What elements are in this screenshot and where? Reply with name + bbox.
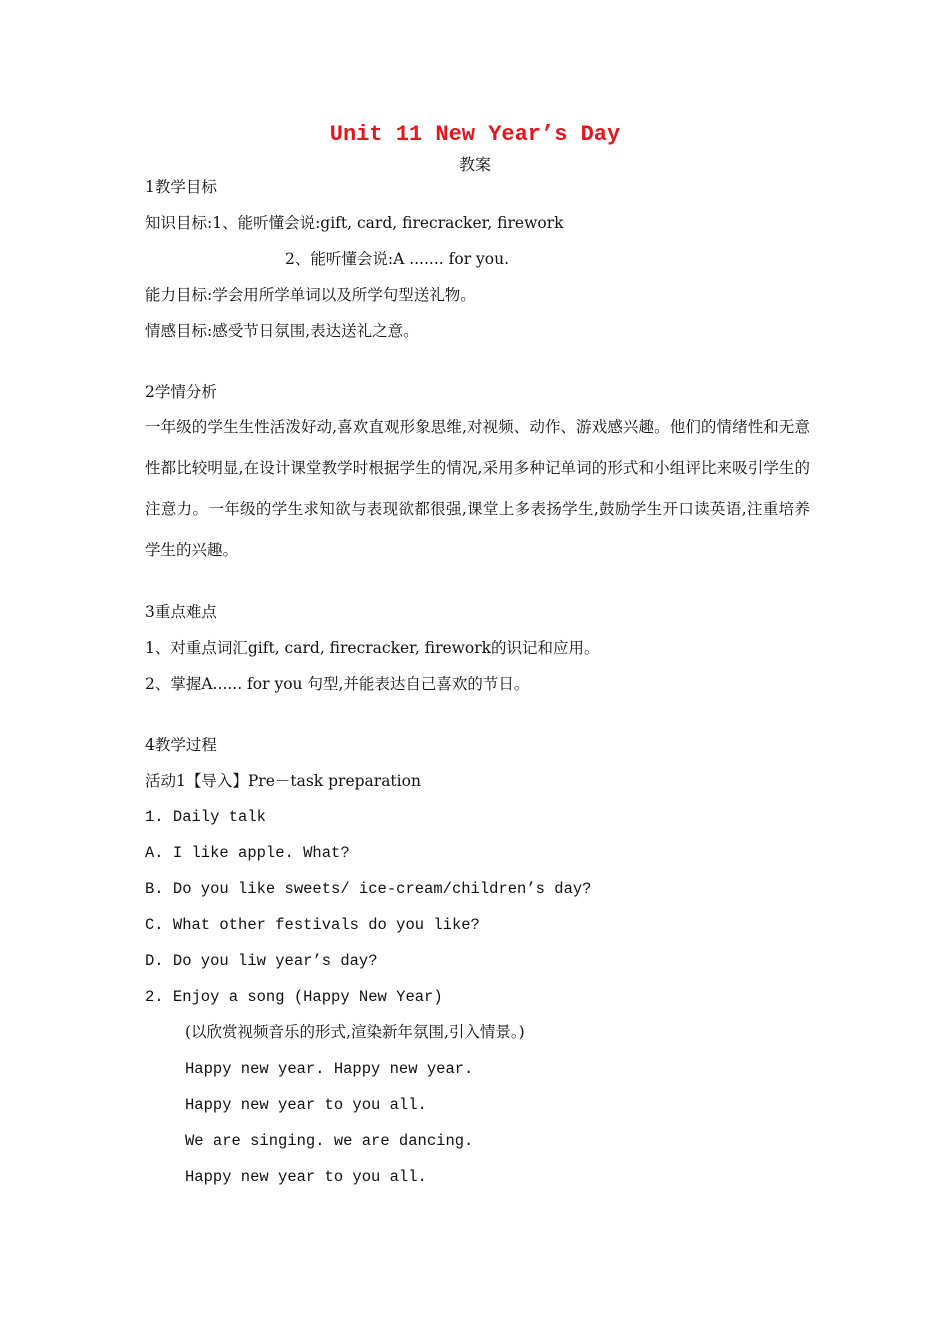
document-title: Unit 11 New Year’s Day [329,122,621,147]
knowledge-goal-2: 2、能听懂会说:A ....... for you. [285,250,510,268]
document-subtitle: 教案 [458,155,491,174]
activity-1-heading: 活动1【导入】Pre－task preparation [145,772,421,790]
lyric-line-3: We are singing. we are dancing. [185,1132,474,1150]
ability-goal: 能力目标:学会用所学单词以及所学句型送礼物。 [145,286,476,304]
section-heading-process: 4教学过程 [145,736,217,754]
key-point-2: 2、掌握A...... for you 句型,并能表达自己喜欢的节日。 [145,675,530,693]
question-a: A. I like apple. What? [145,844,350,862]
section-heading-key-points: 3重点难点 [145,603,217,621]
lyric-line-4: Happy new year to you all. [185,1168,427,1186]
lyric-line-1: Happy new year. Happy new year. [185,1060,474,1078]
emotion-goal: 情感目标:感受节日氛围,表达送礼之意。 [145,322,419,340]
key-point-1: 1、对重点词汇gift, card, firecracker, firework的识记和应用。 [145,639,600,657]
step-enjoy-song: 2. Enjoy a song (Happy New Year) [145,988,443,1006]
section-heading-goals: 1教学目标 [145,178,217,196]
analysis-paragraph: 一年级的学生生性活泼好动,喜欢直观形象思维,对视频、动作、游戏感兴趣。他们的情绪性和无意性都比较明显,在设计课堂教学时根据学生的情况,采用多种记单词的形式和小组评比来吸引学生的注意力。一年级的学生求知欲与表现欲都很强,课堂上多表扬学生,鼓励学生开口读英语,注重培养学生的兴趣。 [145,418,810,559]
question-c: C. What other festivals do you like? [145,916,480,934]
lyric-line-2: Happy new year to you all. [185,1096,427,1114]
question-d: D. Do you liw year’s day? [145,952,378,970]
song-note: (以欣赏视频音乐的形式,渲染新年氛围,引入情景。) [185,1023,525,1041]
step-daily-talk: 1. Daily talk [145,808,266,826]
question-b: B. Do you like sweets/ ice-cream/children’s day? [145,880,592,898]
knowledge-goal-1: 知识目标:1、能听懂会说:gift, card, firecracker, firework [145,214,564,232]
section-heading-analysis: 2学情分析 [145,383,217,401]
